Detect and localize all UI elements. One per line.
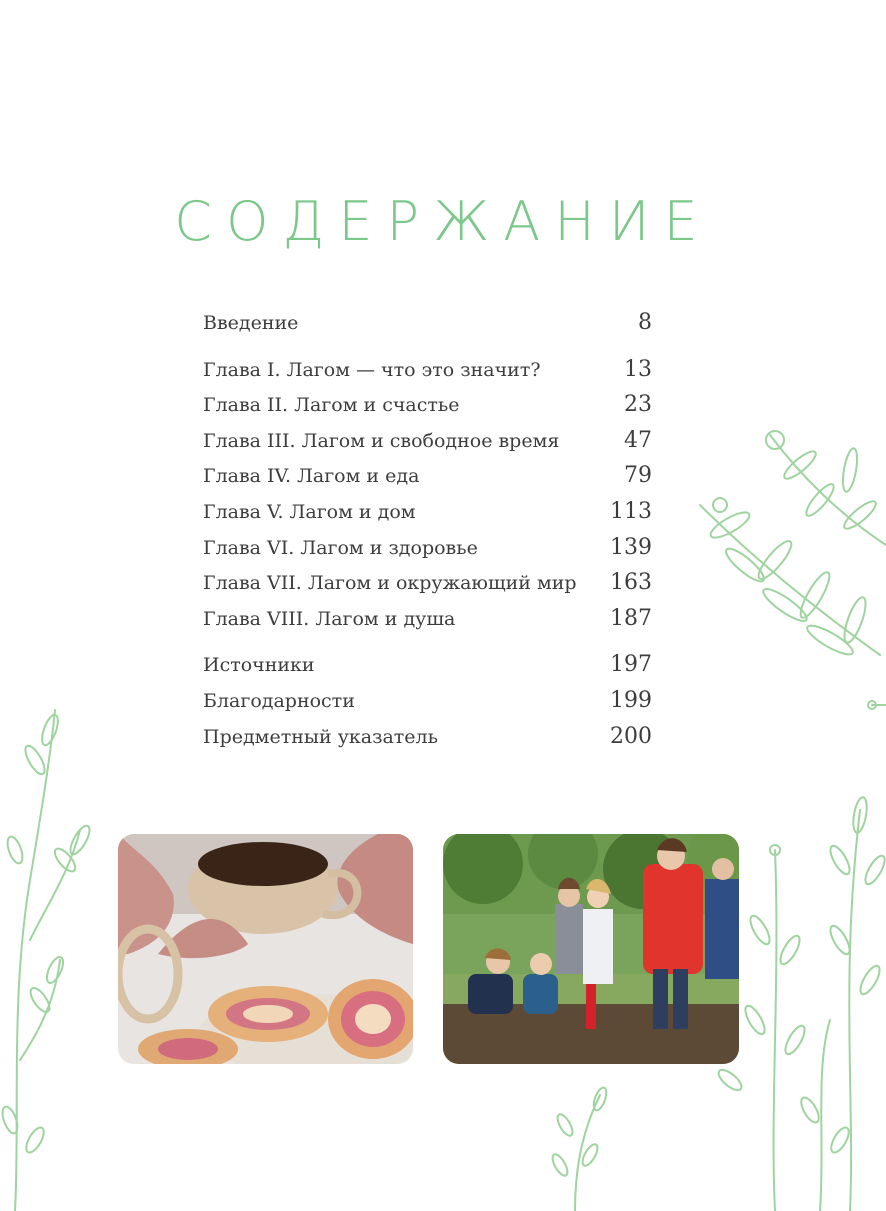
toc-entry-label: Глава VIII. Лагом и душа — [203, 607, 456, 630]
toc-entry-page: 13 — [624, 356, 652, 382]
toc-entry-page: 8 — [638, 310, 652, 335]
toc-entry-page: 79 — [624, 463, 652, 489]
toc-entry-acknowledgements[interactable] — [203, 683, 652, 719]
toc-entry-label: Глава VII. Лагом и окружающий мир — [203, 572, 577, 595]
toc-entry-label: Введение — [203, 312, 299, 334]
page-title: СОДЕРЖАНИЕ — [174, 190, 712, 253]
toc-entry-chapter-7[interactable] — [203, 565, 652, 601]
toc-spacer — [203, 341, 652, 352]
botanical-sprig-bottom-illustration — [540, 1085, 620, 1211]
toc-entry-label: Глава V. Лагом и дом — [203, 500, 416, 523]
toc-entry-index[interactable] — [203, 719, 652, 755]
toc-entry-label: Предметный указатель — [203, 725, 438, 748]
toc-entry-page: 139 — [610, 534, 652, 560]
toc-entry-label: Благодарности — [203, 689, 355, 712]
toc-entry-page: 199 — [610, 687, 652, 713]
toc-entry-chapter-8[interactable] — [203, 601, 652, 637]
toc-entry-page: 23 — [624, 392, 652, 418]
table-of-contents — [203, 305, 652, 754]
toc-entry-page: 200 — [610, 723, 652, 749]
botanical-stems-left-illustration — [0, 700, 110, 1211]
toc-entry-label: Источники — [203, 654, 315, 677]
botanical-branch-top-right-illustration — [690, 415, 886, 715]
tea-cup-and-roll-cake-photo — [118, 834, 413, 1064]
toc-entry-label: Глава III. Лагом и свободное время — [203, 429, 560, 452]
toc-entry-page: 187 — [610, 605, 652, 631]
toc-entry-label: Глава IV. Лагом и еда — [203, 465, 420, 488]
toc-entry-chapter-5[interactable] — [203, 494, 652, 530]
family-gardening-photo — [443, 834, 739, 1064]
toc-entry-chapter-1[interactable] — [203, 352, 652, 388]
toc-entry-chapter-3[interactable] — [203, 423, 652, 459]
toc-entry-intro[interactable] — [203, 305, 652, 341]
toc-entry-sources[interactable] — [203, 647, 652, 683]
toc-entry-page: 113 — [610, 498, 652, 524]
toc-spacer — [203, 636, 652, 647]
toc-entry-chapter-6[interactable] — [203, 530, 652, 566]
toc-entry-label: Глава VI. Лагом и здоровье — [203, 536, 478, 559]
toc-entry-chapter-4[interactable] — [203, 458, 652, 494]
toc-entry-page: 163 — [610, 570, 652, 596]
toc-entry-chapter-2[interactable] — [203, 387, 652, 423]
toc-entry-label: Глава II. Лагом и счастье — [203, 394, 460, 417]
toc-entry-page: 47 — [624, 427, 652, 453]
toc-entry-label: Глава I. Лагом — что это значит? — [203, 358, 541, 381]
toc-entry-page: 197 — [610, 652, 652, 678]
